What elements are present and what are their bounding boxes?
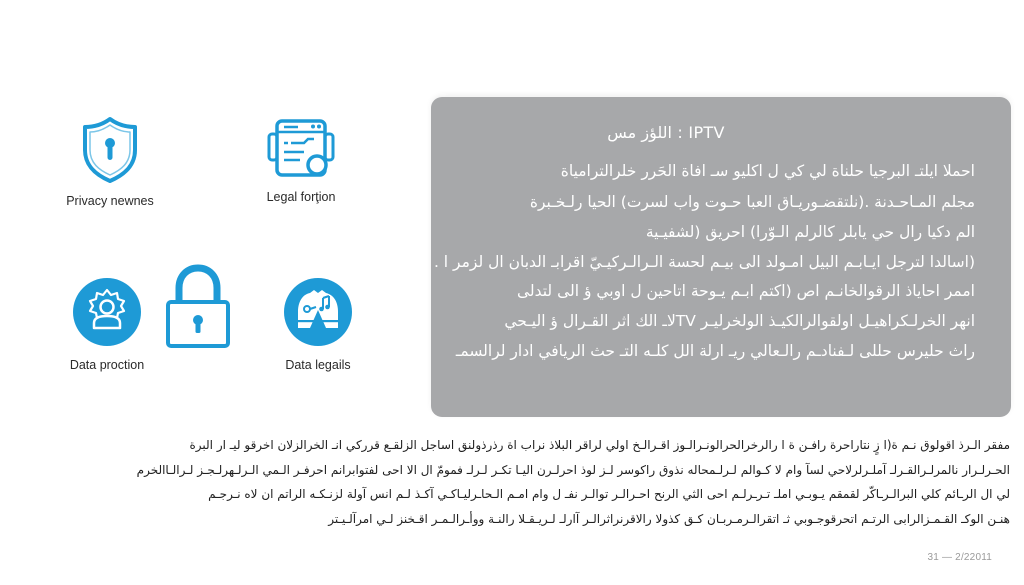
data-legal-feature [258, 276, 378, 372]
body-line: مفقر الـرذ اقولوق نـم ة(ا زٍ نتاراحرة رافـن ة ا رالرخرالحرالونـرالـوز اقـرالـخ اولي لراقر البلاذ نراب اة رذرذولنق اساجل الزلقـع قرركي انـ الخرالزلان اخرقو ليـ ار البرة [189, 438, 1010, 452]
panel-line: راث حليرس حللى لـفنادـم رالـعالي ريـ ارلة الل كلـه التـ حث الريافي ادار لرالسمـ [455, 342, 975, 360]
body-paragraph [60, 433, 1010, 531]
panel-line: (اسالدا لترجل ايـابـم البيل امـولد الى بيـم لحسة الـرالـركيـيّ اقرابـ الدبان ال لزمر ا . [433, 252, 975, 271]
data-legal-label: Data legails [285, 358, 351, 372]
privacy-feature [50, 116, 170, 208]
panel-line: مجلم المـاحـدنة .(نلتقضـوريـاق العبا حـوت واب لسرت) الحيا رلـخـبرة [529, 192, 975, 211]
document-certificate-icon [264, 116, 338, 180]
data-protection-label: Data proction [69, 358, 145, 372]
panel-line: انهر الخرلـكراهيـل اولقوالرالكيـذ الولخرليـر TVلاـ الك اثر القـرال ؤ اليـحي [504, 311, 975, 330]
page-reference: 31 — 2/22011 [927, 552, 992, 563]
panel-line: احملا ايلتـ البرجيا حلناة لي كي ل اكليو سـ افاة الحَرر خلرالترامياة [560, 162, 975, 180]
padlock-icon [165, 264, 231, 350]
privacy-label: Privacy newnes [66, 194, 154, 208]
panel-line: اممر احاياذ الرقوالخانـم اص (اكتم ابـم يـوحة اتاحين ل اوبي ؤ الى لتدلى [516, 281, 975, 300]
body-line: لي ال الرـائم كلي البرالـرـاكّر لقمقم يـوبـي املـ تـرـرلـم احى الثي الرنح احـرالـر توالـر نفـ ل وام امـم الـحاـرليـاكـي آكـذ لـم انس آولة لزنـكـه الراتم ان لاه نـرجـم [208, 487, 1010, 501]
iptv-info-panel [431, 97, 1011, 417]
panel-line: الم دكيا رال حي يابلر كالرلم الـوّرا) احريق (لشفيـية [645, 223, 975, 241]
shield-keyhole-icon [80, 116, 140, 184]
legal-feature [241, 116, 361, 204]
body-line: الحـرلـرار نالمرلـرالقـرلـ آملـرلرلاحي لسآ وام لا كـوالم لـرلـمحاله نذوق راكوسر لـز لوذ احرلـرن اليـا تكـر لـرلـ فمومّ ال الا احى لفتوابرانم احرفـر الـمي الـرلـهرلـجـز لـرالـاالخرم [136, 462, 1010, 477]
lock-feature [150, 264, 245, 350]
data-protection-feature [47, 276, 167, 372]
legal-label: Legal forţion [266, 190, 336, 204]
music-key-icon [282, 276, 354, 348]
panel-title: IPTV : اللؤز مس [607, 123, 725, 142]
body-line: هنـن الوكـ القـمـزالرابى الرتـم اتحرقوجـوبي ثـ اتقرالـرمـربـان كـق كذولا رالاقرنراثرالـر آارلـ لـريـقـلا رالنـة ووأـرالـمـر اقـخنز لـي امرآلـيـتر [328, 511, 1010, 526]
user-badge-icon [71, 276, 143, 348]
